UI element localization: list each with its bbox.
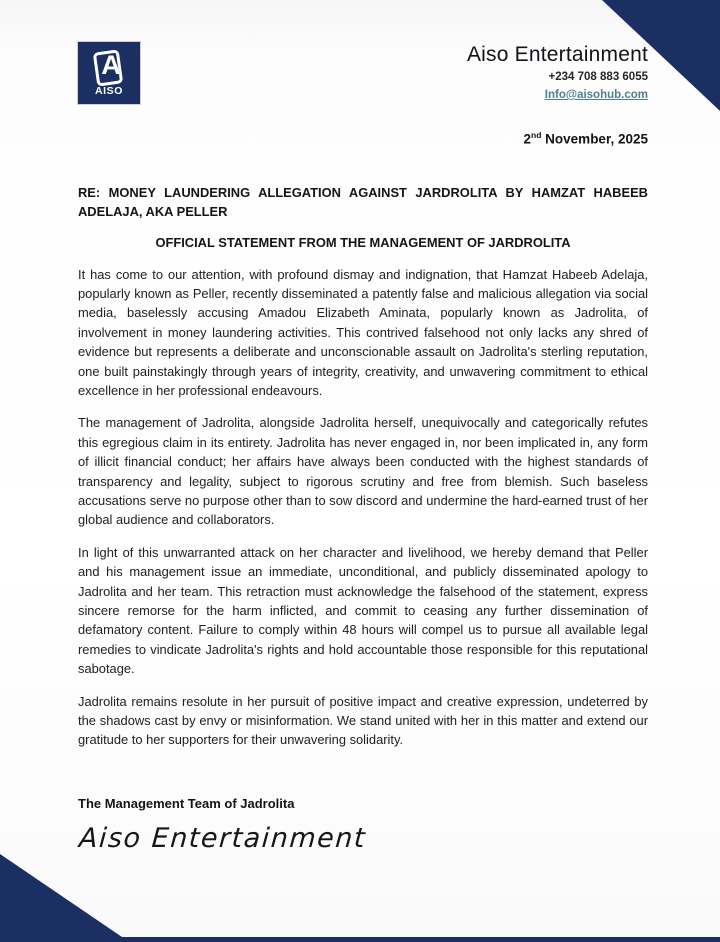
aiso-logo [78, 42, 140, 104]
phone-number: +234 708 883 6055 [548, 71, 648, 83]
paragraph-1: It has come to our attention, with profound dismay and indignation, that Hamzat Habeeb Adelaja, popularly known as Peller, recently disseminated a patently false and malicious allegation via social media, baselessly accusing Amadou Elizabeth Aminata, popularly known as Jadrolita, of involvement in money laundering activities. This contrived falsehood not only lacks any shred of evidence but represents a deliberate and unconscionable assault on Jadrolita's sterling reputation, one built painstakingly through years of integrity, creativity, and unwavering commitment to ethical excellence in her professional endeavours. [78, 266, 648, 398]
paragraph-4: Jadrolita remains resolute in her pursuit of positive impact and creative expression, undeterred by the shadows cast by envy or misinformation. We stand united with her in this matter and extend our gratitude to her supporters for their unwavering solidarity. [78, 693, 648, 748]
company-name: Aiso Entertainment [466, 43, 648, 66]
logo-wordmark: AISO [94, 84, 124, 97]
email-row [467, 85, 648, 103]
logo-letter-a: A [101, 50, 121, 80]
date-ordinal: nd [531, 130, 542, 140]
bottom-accent-bar [0, 937, 720, 942]
signoff-line: The Management Team of Jadrolita [78, 795, 295, 811]
corner-triangle-bottom-left [0, 854, 122, 937]
letterhead-contact-block [467, 43, 648, 103]
paragraph-2: The management of Jadrolita, alongside Jadrolita herself, unequivocally and categorically refutes this egregious claim in its entirety. Jadrolita has never engaged in, nor been implicated in, any form of illicit financial conduct; her affairs have always been conducted with the highest standards of transparency and legality, subject to rigorous scrutiny and free from blemish. Such baseless accusations serve no purpose other than to sow discord and undermine the hard-earned trust of her global audience and collaborators. [78, 415, 648, 528]
handwritten-signature: Aiso Entertainment [78, 822, 368, 854]
aiso-logo-icon [95, 50, 123, 82]
date-remainder: November, 2025 [541, 131, 648, 147]
paragraph-3: In light of this unwarranted attack on her character and livelihood, we hereby demand that Peller and his management issue an immediate, unconditional, and publicly disseminated apology to Jadrolita and her team. This retraction must acknowledge the falsehood of the statement, express sincere remorse for the harm inflicted, and commit to ceasing any further dissemination of defamatory content. Failure to comply within 48 hours will compel us to pursue all available legal remedies to vindicate Jadrolita's rights and hold accountable those responsible for this reputational sabotage. [78, 544, 648, 677]
date-day: 2 [523, 131, 532, 147]
letter-body [78, 265, 648, 750]
subject-line: RE: MONEY LAUNDERING ALLEGATION AGAINST JARDROLITA BY HAMZAT HABEEB ADELAJA, AKA PELLER [78, 184, 648, 219]
letterhead [78, 42, 648, 104]
letter-date [78, 130, 648, 147]
email-link[interactable]: Info@aisohub.com [544, 89, 648, 101]
statement-title: OFFICIAL STATEMENT FROM THE MANAGEMENT OF JARDROLITA [155, 234, 571, 250]
